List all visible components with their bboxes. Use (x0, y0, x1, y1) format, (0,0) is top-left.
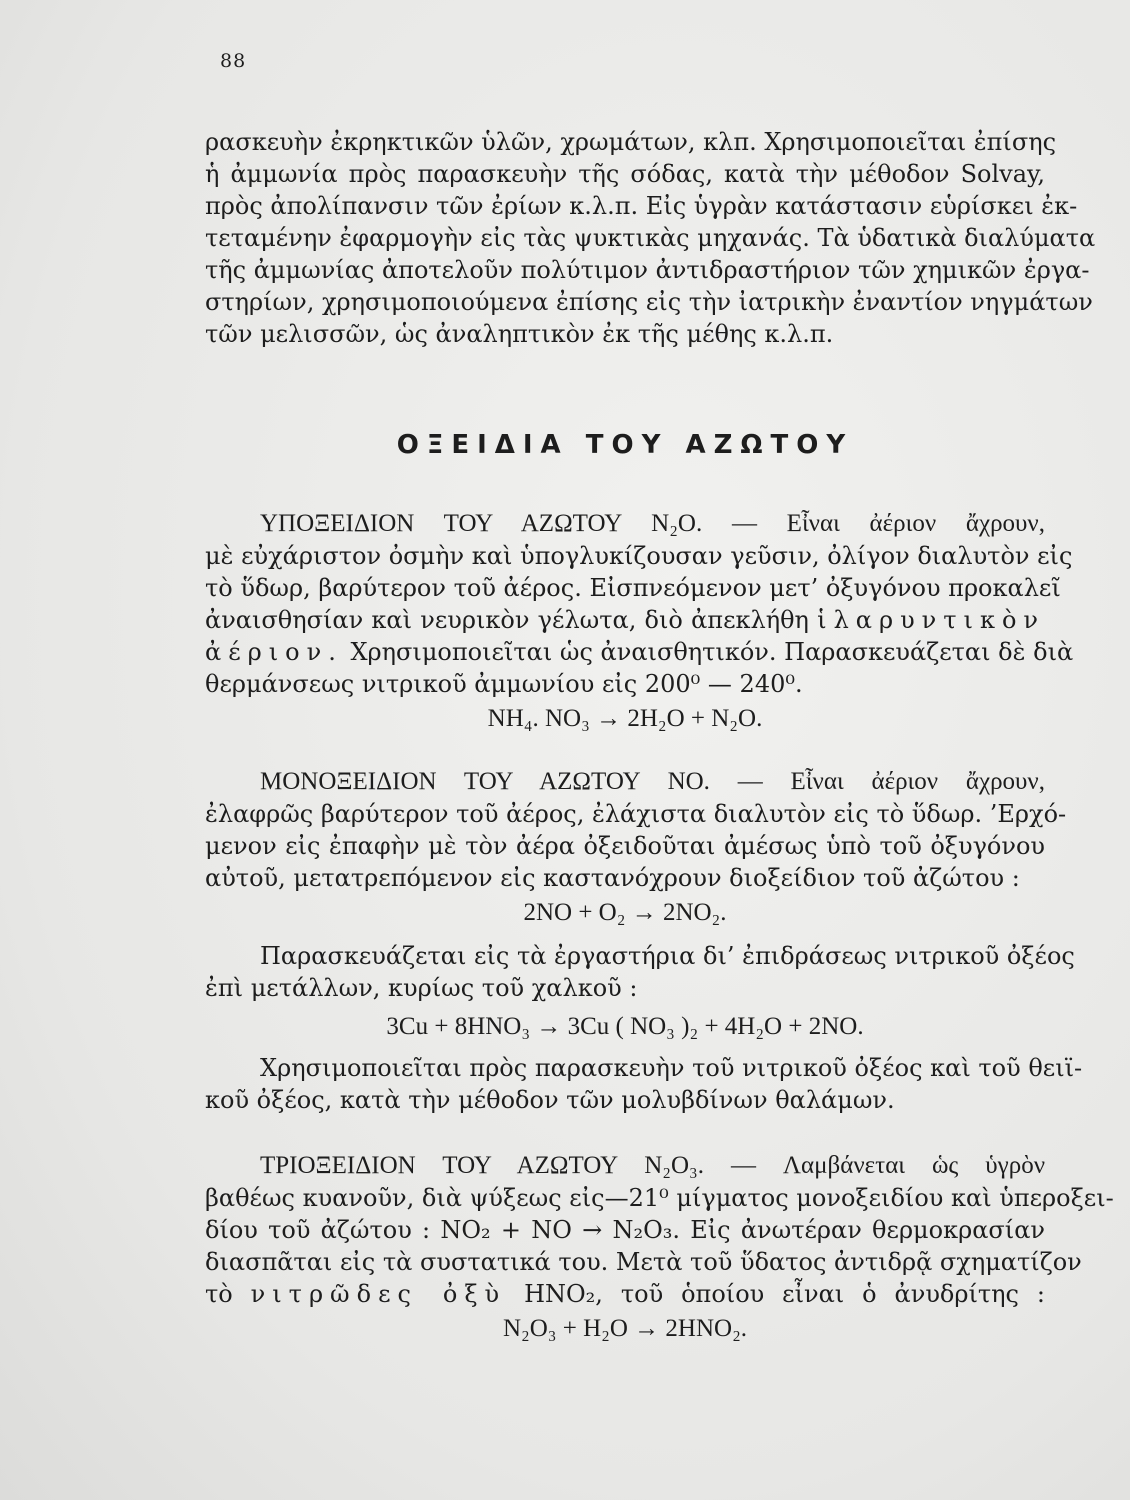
n2o-equation: NH₄. NO₃ → 2H₂O + N₂O. (487, 705, 763, 732)
n2o-section (205, 508, 1074, 736)
n2o3-section (205, 1150, 1114, 1346)
text-line: τὸ ὕδωρ, βαρύτερον τοῦ ἀέρος. Εἰσπνεόμενον μετ’ ὀξυγόνου προκαλεῖ (205, 574, 1061, 602)
text-line: στηρίων, χρησιμοποιούμενα ἐπίσης εἰς τὴν ἰατρικὴν ἐναντίον νηγμάτων (205, 288, 1093, 316)
text-line: πρὸς ἀπολίπανσιν τῶν ἐρίων κ.λ.π. Εἰς ὑγρὰν κατάστασιν εὑρίσκει ἐκ- (205, 192, 1078, 220)
text-segment: τὸ (205, 1280, 233, 1308)
text-segment: Χρησιμοποιεῖται ὡς ἀναισθητικόν. Παρασκευάζεται δὲ διὰ (350, 638, 1074, 666)
section-heading: ΟΞΕΙΔΙΑ ΤΟΥ ΑΖΩΤΟΥ (396, 430, 854, 460)
emphasis-term: νιτρῶδες ὀξὺ (250, 1280, 507, 1308)
text-line: αὐτοῦ, μετατρεπόμενον εἰς καστανόχρουν διοξείδιον τοῦ ἀζώτου : (205, 864, 1020, 892)
text-line: κοῦ ὀξέος, κατὰ τὴν μέθοδον τῶν μολυβδίνων θαλάμων. (205, 1086, 895, 1114)
text-line (205, 604, 1045, 636)
text-line: ἐλαφρῶς βαρύτερον τοῦ ἀέρος, ἐλάχιστα διαλυτὸν εἰς τὸ ὕδωρ. ’Ερχό- (205, 800, 1067, 828)
no-section (205, 766, 1083, 1116)
no-title-line: ΜΟΝΟΞΕΙΔΙΟΝ ΤΟΥ ΑΖΩΤΟΥ NO. — Εἶναι ἀέριον ἄχρουν, (260, 768, 1045, 795)
text-line: ἐπὶ μετάλλων, κυρίως τοῦ χαλκοῦ : (205, 974, 638, 1002)
n2o-title-line: ΥΠΟΞΕΙΔΙΟΝ ΤΟΥ ΑΖΩΤΟΥ N₂O. — Εἶναι ἀέριον ἄχρουν, (260, 510, 1045, 537)
text-line: τεταμένην ἐφαρμογὴν εἰς τὰς ψυκτικὰς μηχανάς. Τὰ ὑδατικὰ διαλύματα (205, 224, 1096, 252)
text-line (205, 1278, 1045, 1310)
text-segment: HNO₂, τοῦ ὁποίου εἶναι ὁ ἀνυδρίτης : (524, 1280, 1045, 1308)
text-segment: ἀναισθησίαν καὶ νευρικὸν γέλωτα, διὸ ἀπεκλήθη (205, 606, 809, 634)
text-line: τῶν μελισσῶν, ὡς ἀναληπτικὸν ἐκ τῆς μέθης κ.λ.π. (205, 320, 834, 348)
text-line: τῆς ἀμμωνίας ἀποτελοῦν πολύτιμον ἀντιδραστήριον τῶν χημικῶν ἐργα- (205, 256, 1090, 284)
n2o3-title-line: ΤΡΙΟΞΕΙΔΙΟΝ ΤΟΥ ΑΖΩΤΟΥ N₂O₃. — Λαμβάνεται ὡς ὑγρὸν (260, 1152, 1045, 1179)
text-line: Παρασκευάζεται εἰς τὰ ἐργαστήρια δι’ ἐπιδράσεως νιτρικοῦ ὀξέος (260, 942, 1075, 970)
text-line: ρασκευὴν ἐκρηκτικῶν ὑλῶν, χρωμάτων, κλπ. Χρησιμοποιεῖται ἐπίσης (205, 128, 1057, 156)
text-line: μενον εἰς ἐπαφὴν μὲ τὸν ἀέρα ὀξειδοῦται ἀμέσως ὑπὸ τοῦ ὀξυγόνου (205, 832, 1045, 860)
text-line: ἡ ἀμμωνία πρὸς παρασκευὴν τῆς σόδας, κατὰ τὴν μέθοδον Solvay, (205, 160, 1045, 188)
text-line (205, 636, 1074, 668)
text-line: θερμάνσεως νιτρικοῦ ἀμμωνίου εἰς 200⁰ — 240⁰. (205, 670, 803, 698)
no-equation-2: 3Cu + 8HNO₃ → 3Cu ( NO₃ )₂ + 4H₂O + 2NO. (386, 1013, 864, 1040)
n2o3-equation: N₂O₃ + H₂O → 2HNO₂. (502, 1315, 748, 1342)
text-line: Χρησιμοποιεῖται πρὸς παρασκευὴν τοῦ νιτρικοῦ ὀξέος καὶ τοῦ θειϊ- (260, 1054, 1083, 1082)
text-line: δίου τοῦ ἀζώτου : NO₂ + NO → N₂O₃. Εἰς ἀνωτέραν θερμοκρασίαν (205, 1216, 1045, 1244)
intro-paragraph (205, 126, 1096, 350)
emphasis-term: ἀέριον. (205, 638, 343, 666)
no-equation-1: 2NO + O₂ → 2NO₂. (523, 899, 727, 926)
text-line: μὲ εὐχάριστον ὀσμὴν καὶ ὑπογλυκίζουσαν γεῦσιν, ὀλίγον διαλυτὸν εἰς (205, 542, 1073, 570)
page-number: 88 (220, 50, 247, 72)
text-line: διασπᾶται εἰς τὰ συστατικά του. Μετὰ τοῦ ὕδατος ἀντιδρᾷ σχηματίζον (205, 1248, 1082, 1276)
emphasis-term: ἱλαρυντικὸν (817, 606, 1045, 634)
text-line: βαθέως κυανοῦν, διὰ ψύξεως εἰς—21⁰ μίγματος μονοξειδίου καὶ ὑπεροξει- (205, 1184, 1114, 1212)
